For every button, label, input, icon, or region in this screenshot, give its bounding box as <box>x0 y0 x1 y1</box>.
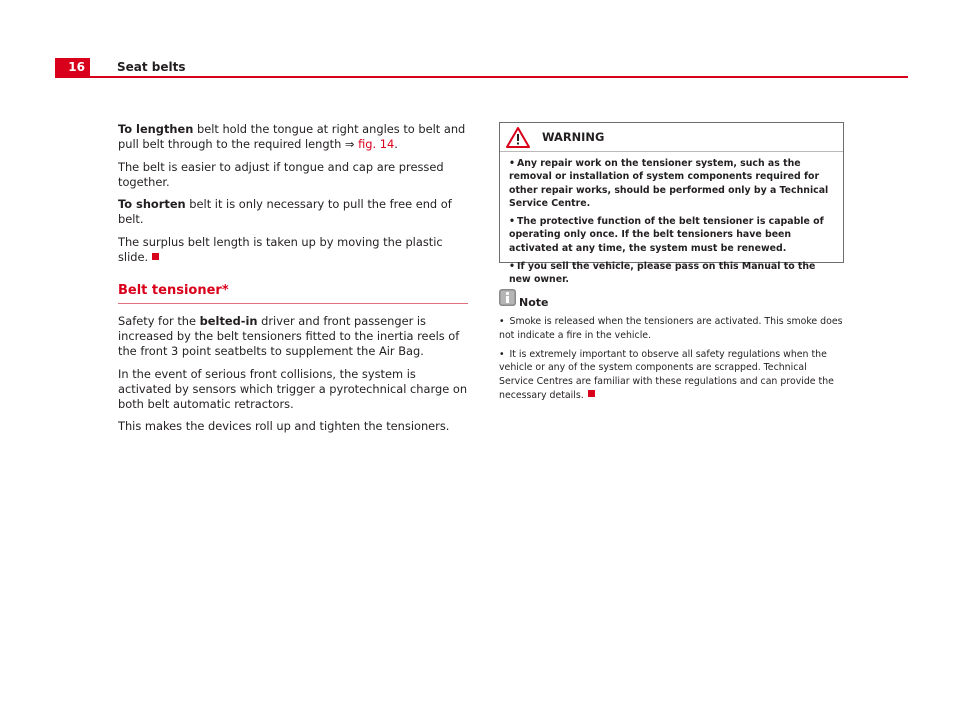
arrow-icon: ⇒ <box>344 137 355 152</box>
shorten-text: belt it is only necessary to pull the free end of belt. <box>118 197 452 227</box>
warning-triangle-icon <box>506 127 530 148</box>
tensioner-intro-text: driver and front passenger is increased by the belt tensioners fitted to the inertia reels of the front 3 point seatbelts to supplement the Air Bag. <box>118 313 460 359</box>
warning-item-text: If you sell the vehicle, please pass on this Manual to the new owner. <box>509 261 816 286</box>
lengthen-text: belt hold the tongue at right angles to belt and pull belt through to the required length <box>118 122 466 152</box>
belted-in-term: belted-in <box>199 313 258 328</box>
lengthen-end: . <box>394 137 398 152</box>
note-item <box>499 315 844 343</box>
warning-item <box>509 215 835 255</box>
shorten-label: To shorten <box>118 197 186 212</box>
bullet-icon: • <box>509 216 515 228</box>
activation-paragraph: In the event of serious front collisions, the system is activated by sensors which trigger a pyrotechnical charge on both belt automatic retractors. <box>118 366 468 412</box>
note-item <box>499 348 844 403</box>
end-of-section-icon <box>588 390 595 397</box>
lengthen-label: To lengthen <box>118 122 194 136</box>
warning-box <box>499 122 844 286</box>
warning-item-text: Any repair work on the tensioner system, such as the removal or installation of system components required for other repair works, should be performed only by a Technical Service Centre. <box>509 158 829 209</box>
warning-item <box>509 260 835 287</box>
warning-body <box>500 152 843 287</box>
lengthen-paragraph <box>118 122 468 153</box>
info-icon <box>499 289 516 306</box>
tighten-paragraph: This makes the devices roll up and tighten the tensioners. <box>118 419 450 434</box>
note-body <box>499 315 844 403</box>
warning-header <box>500 123 843 152</box>
tensioner-intro-paragraph <box>118 314 468 360</box>
note-block <box>499 289 844 408</box>
header-rule <box>55 76 908 78</box>
note-header <box>499 289 844 311</box>
surplus-paragraph <box>118 235 468 266</box>
surplus-text: The surplus belt length is taken up by moving the plastic slide. <box>118 234 443 265</box>
end-of-section-icon <box>152 253 159 260</box>
page-number: 16 <box>55 58 90 76</box>
page-header-title: Seat belts <box>117 60 186 74</box>
left-column <box>118 122 468 442</box>
warning-item-text: The protective function of the belt tensioner is capable of operating only once. If the belt tensioners have been activated at any time, the system must be renewed. <box>509 216 824 254</box>
shorten-paragraph <box>118 197 468 228</box>
note-title: Note <box>519 296 549 309</box>
bullet-icon: • <box>499 316 505 327</box>
bullet-icon: • <box>509 261 515 273</box>
warning-item <box>509 157 835 210</box>
note-item-text: Smoke is released when the tensioners are activated. This smoke does not indicate a fire in the vehicle. <box>499 316 843 341</box>
section-heading-belt-tensioner: Belt tensioner* <box>118 283 468 303</box>
tensioner-intro-pre: Safety for the <box>118 313 200 328</box>
warning-title: WARNING <box>542 130 605 144</box>
bullet-icon: • <box>499 348 505 360</box>
figure-reference-link[interactable]: fig. 14 <box>354 137 395 152</box>
adjust-paragraph: The belt is easier to adjust if tongue and cap are pressed together. <box>118 159 444 189</box>
bullet-icon: • <box>509 158 515 169</box>
note-item-text: It is extremely important to observe all safety regulations when the vehicle or any of the system components are scrapped. Technical Service Centres are familiar with these regulations and can provide the necessary details. <box>499 348 834 401</box>
